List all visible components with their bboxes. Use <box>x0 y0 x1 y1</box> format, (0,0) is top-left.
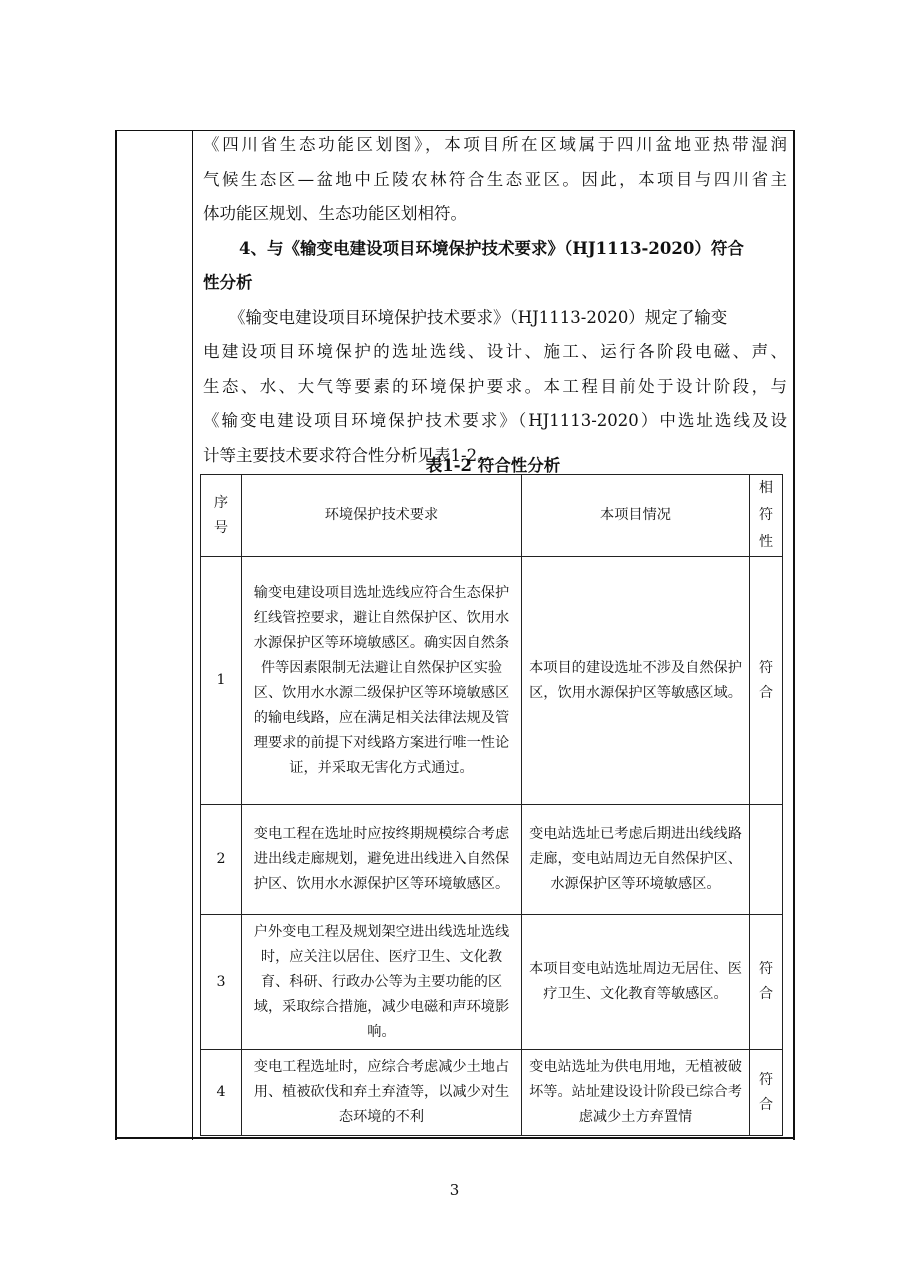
row-requirement: 户外变电工程及规划架空进出线选址选线时，应关注以居住、医疗卫生、文化教育、科研、行政办公等为主要功能的区域，采取综合措施，减少电磁和声环境影响。 <box>242 915 522 1050</box>
table-row <box>201 915 783 1050</box>
header-project: 本项目情况 <box>522 475 750 557</box>
paragraph-line: 计等主要技术要求符合性分析见表1-2。 <box>203 445 494 465</box>
row-no: 1 <box>201 557 242 805</box>
row-conformity: 符合 <box>750 557 783 805</box>
row-conformity <box>750 805 783 915</box>
page-number: 3 <box>449 1181 460 1199</box>
compliance-table <box>200 474 783 1136</box>
table-row <box>201 557 783 805</box>
header-conformity: 相符性 <box>750 475 783 557</box>
header-requirement: 环境保护技术要求 <box>242 475 522 557</box>
row-project: 本项目的建设选址不涉及自然保护区，饮用水源保护区等敏感区域。 <box>522 557 750 805</box>
row-no: 2 <box>201 805 242 915</box>
paragraph-line: 气候生态区—盆地中丘陵农林符合生态亚区。因此，本项目与四川省主 <box>203 169 787 189</box>
paragraph-line: 《输变电建设项目环境保护技术要求》（HJ1113-2020）规定了输变 <box>229 307 728 327</box>
row-project: 本项目变电站选址周边无居住、医疗卫生、文化教育等敏感区。 <box>522 915 750 1050</box>
paragraph-line: 生态、水、大气等要素的环境保护要求。本工程目前处于设计阶段，与 <box>203 376 787 396</box>
table-row <box>201 805 783 915</box>
body-text <box>203 128 787 473</box>
paragraph-line: 《四川省生态功能区划图》，本项目所在区域属于四川盆地亚热带湿润 <box>203 135 787 154</box>
section-heading-cont: 性分析 <box>203 273 253 292</box>
row-requirement: 输变电建设项目选址选线应符合生态保护红线管控要求，避让自然保护区、饮用水水源保护区等环境敏感区。确实因自然条件等因素限制无法避让自然保护区实验区、饮用水水源二级保护区等环境敏感区的输电线路，应在满足相关法律法规及管理要求的前提下对线路方案进行唯一性论证，并采取无害化方式通过。 <box>242 557 522 805</box>
frame-right-border <box>793 130 795 1140</box>
table-header-row <box>201 475 783 557</box>
paragraph-line: 电建设项目环境保护的选址选线、设计、施工、运行各阶段电磁、声、 <box>203 342 787 361</box>
row-conformity: 符合 <box>750 915 783 1050</box>
frame-bottom-border <box>115 1137 795 1139</box>
section-heading: 4、与《输变电建设项目环境保护技术要求》（HJ1113-2020）符合 <box>239 238 744 258</box>
row-project: 变电站选址已考虑后期进出线线路走廊，变电站周边无自然保护区、水源保护区等环境敏感区。 <box>522 805 750 915</box>
paragraph-line: 体功能区规划、生态功能区划相符。 <box>203 204 467 223</box>
table-row <box>201 1050 783 1136</box>
frame-inner-left-border <box>192 130 193 1140</box>
row-project: 变电站选址为供电用地，无植被破坏等。站址建设设计阶段已综合考虑减少土方弃置情 <box>522 1050 750 1136</box>
row-requirement: 变电工程选址时，应综合考虑减少土地占用、植被砍伐和弃土弃渣等，以减少对生态环境的不利 <box>242 1050 522 1136</box>
table-caption: 表1-2 符合性分析 <box>425 456 561 475</box>
paragraph-line: 《输变电建设项目环境保护技术要求》（HJ1113-2020）中选址选线及设 <box>203 411 787 430</box>
header-no: 序号 <box>201 475 242 557</box>
row-no: 4 <box>201 1050 242 1136</box>
row-conformity: 符合 <box>750 1050 783 1136</box>
row-requirement: 变电工程在选址时应按终期规模综合考虑进出线走廊规划，避免进出线进入自然保护区、饮用水水源保护区等环境敏感区。 <box>242 805 522 915</box>
frame-left-border <box>115 130 117 1140</box>
row-no: 3 <box>201 915 242 1050</box>
